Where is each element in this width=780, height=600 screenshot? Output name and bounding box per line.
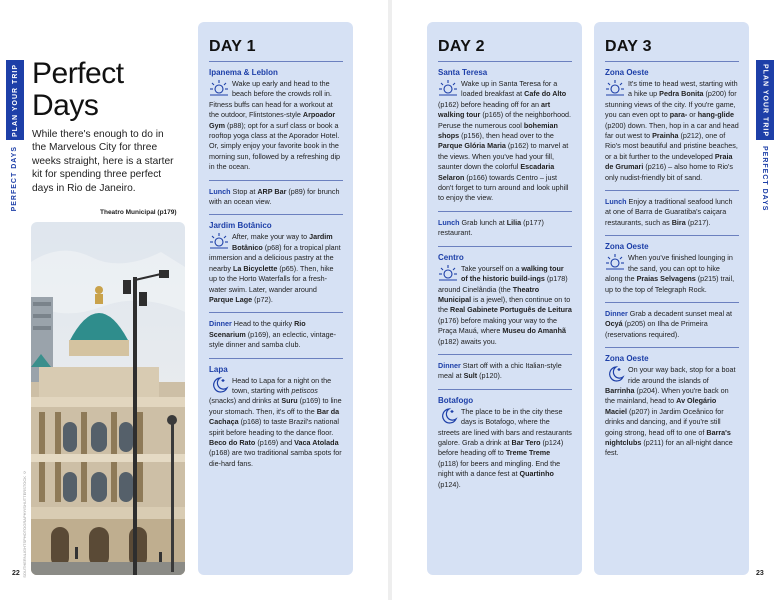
photo-credit: SOUTHERNLIGHTSPHOTOGRAPHY/SHUTTERSTOCK © [22,470,27,578]
day-2-panel [427,22,582,575]
sun-icon [438,264,458,282]
page-number-right: 23 [756,570,764,577]
divider [605,302,739,303]
day-2-dinner: Dinner Start off with a chic Italian-style meal at Sult (p120). [438,360,562,381]
left-page [0,0,388,600]
side-section-label-right: PERFECT DAYS [761,146,768,212]
divider [209,358,343,359]
day-1-title: DAY 1 [209,38,343,62]
page-title: Perfect Days [32,57,124,122]
sun-icon [605,253,625,271]
location-heading: Centro [438,252,464,262]
divider [605,190,739,191]
day-1-night-text: Head to Lapa for a night on the town, starting with petiscos (snacks) and drinks at Suru (p169) to line your stomach. Then, it's off to the Bar da Cachaça (p168) to taste Brazil's national spirit before heading to the dance floor. Beco do Rato (p169) and Vaca Atolada (p168) are two traditional samba spots for die-hard fans. [209,375,342,468]
right-page [392,0,780,600]
moon-icon [438,407,458,425]
location-heading: Zona Oeste [605,242,649,252]
moon-icon [605,365,625,383]
divider [605,235,739,236]
divider [605,347,739,348]
divider [438,354,572,355]
plan-your-trip-tab-left[interactable] [6,60,24,140]
day-2-morning-text: Wake up in Santa Teresa for a loaded breakfast at Cafe do Alto (p162) before heading off for an art walking tour (p165) of the neighborhood. Peruse the numerous cool bohemian shops (p156), then head over to the Parque Glória Maria (p162) to marvel at the views. When you've had your fill, saunter down the colorful Escadaria Selaron (p166) towards Centro – just don't forget to turn around and look uphill to enjoy the view. [438,79,572,203]
day-3-panel [594,22,749,575]
page-number-left: 22 [12,570,20,577]
tab-label: PLAN YOUR TRIP [11,63,19,137]
divider [209,312,343,313]
side-section-label-left: PERFECT DAYS [11,146,18,212]
intro-paragraph: While there's enough to do in the Marvelous City for three weeks straight, here is a starter kit for spending three perfect days in Rio de Janeiro. [32,129,174,194]
sun-icon [209,232,229,250]
day-1-panel [198,22,353,575]
day-1-dinner: Dinner Head to the quirky Rio Scenarium (p169), an eclectic, vintage-style dinner and samba club. [209,319,337,350]
day-2-afternoon-text: Take yourself on a walking tour of the historic build-ings (p178) around Cinelândia (the Theatro Municipal is a jewel), then continue on to the Real Gabinete Português de Leitura (p176) before making your way to the Praça Mauá, where Museu do Amanhã (p182) awaits you. [438,263,572,346]
moon-icon [209,376,229,394]
theatro-municipal-photo [31,222,185,575]
location-heading: Lapa [209,364,228,374]
day-3-lunch: Lunch Enjoy a traditional seafood lunch at one of Barra de Guaratiba's caiçara restaurants, such as Bira (p217). [605,197,733,227]
day-1-afternoon-text: After, make your way to Jardim Botânico (p68) for a tropical plant immersion and a delicious pastry at the nearby La Bicyclette (p65). Then, hike up to the Horto Waterfalls for a fresh-water swim. Later, wander around Parque Lage (p72). [209,232,341,304]
divider [438,389,572,390]
location-heading: Zona Oeste [605,68,649,77]
plan-your-trip-tab-right[interactable] [756,60,774,140]
sun-icon [605,79,625,97]
divider [209,214,343,215]
location-heading: Jardim Botânico [209,221,272,231]
divider [438,246,572,247]
day-2-night-text: The place to be in the city these days is Botafogo, where the streets are lined with bars and restaurants galore. Grab a drink at Bar Tero (p124) before heading off to Treme Treme (p118) for beers and mingling. End the night with a dance fest at Quartinho (p124). [438,406,572,489]
location-heading: Zona Oeste [605,354,649,364]
divider [209,180,343,181]
photo-caption: Theatro Municipal (p179) [100,209,177,216]
sun-icon [209,79,229,97]
location-heading: Botafogo [438,395,474,405]
day-2-lunch: Lunch Grab lunch at Lilia (p177) restaurant. [438,217,544,238]
day-3-dinner: Dinner Grab a decadent sunset meal at Ocyá (p205) on Ilha de Primeira (reservations required). [605,308,733,339]
day-2-title: DAY 2 [438,38,572,62]
day-1-morning-text: Wake up early and head to the beach before the crowds roll in. Fitness buffs can head for a workout at the outdoor, Flintstones-style Arpoador Gym (p88); opt for a surf class or book a rooftop yoga class at the Aporador Hotel. Or, simply enjoy your favorite book in the morning sun, followed by a refreshing dip in the ocean. [209,79,341,172]
day-1-lunch: Lunch Stop at ARP Bar (p89) for brunch with an ocean view. [209,186,340,207]
day-3-night-text: On your way back, stop for a boat ride around the islands of Barrinha (p204). When you're back on the mainland, head to Av Olegário Maciel (p207) in Jardim Oceânico for drinks and dancing, and if you're still going strong, head off to one of Barra's nightclubs (p211) for an all-night dance fest. [605,365,736,458]
day-3-morning-text: It's time to head west, starting with a hike up Pedra Bonita (p200) for stunning views of the city. If you're game, you can even opt to para- or hang-glide (p200) down. Then, hop in a car and head far out west to Prainha (p212), one of Rio's most beautiful and pristine beaches, or a bit further to the undeveloped Praia de Grumari (p216) – also home to Rio's only nudist-friendly bit of sand. [605,79,739,182]
day-3-title: DAY 3 [605,38,739,62]
location-heading: Ipanema & Leblon [209,68,278,77]
tab-label: PLAN YOUR TRIP [761,63,769,137]
day-3-afternoon-text: When you've finished lounging in the sand, you can opt to hike along the Praias Selvagens (p215) trail, up to the top of Telegraph Rock. [605,253,735,294]
sun-icon [438,79,458,97]
divider [438,211,572,212]
location-heading: Santa Teresa [438,68,488,77]
